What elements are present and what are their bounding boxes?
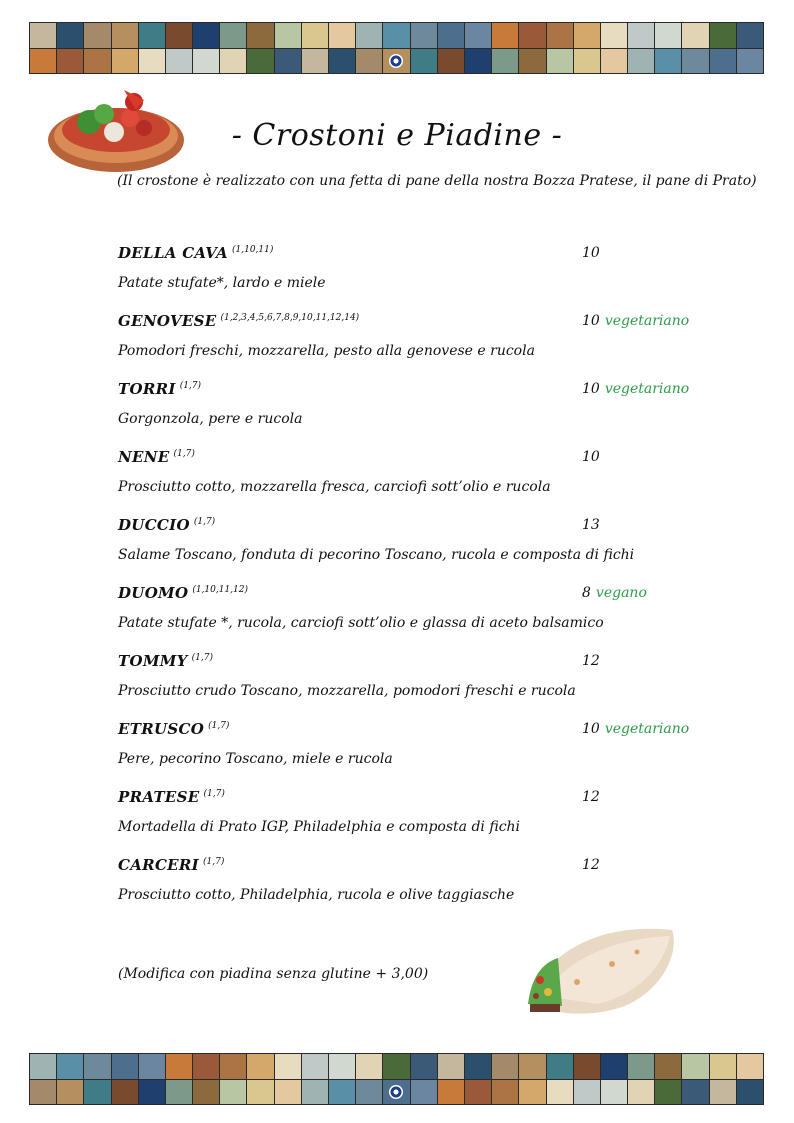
tile [682, 23, 708, 48]
allergen-codes: (1,10,11) [232, 245, 274, 255]
tile [519, 1054, 545, 1079]
page-subtitle: (Il crostone è realizzato con una fetta di pane della nostra Bozza Pratese, il pane di Prato) [117, 173, 757, 189]
tile [193, 23, 219, 48]
item-description: Patate stufate*, lardo e miele [118, 275, 326, 291]
tile [247, 49, 273, 74]
tile [30, 23, 56, 48]
item-description: Salame Toscano, fonduta di pecorino Toscano, rucola e composta di fichi [118, 547, 635, 563]
tile [655, 23, 681, 48]
item-price: 12 [582, 653, 600, 669]
allergen-codes: (1,7) [173, 449, 195, 459]
menu-item [118, 312, 718, 380]
tile [139, 23, 165, 48]
tile [356, 1054, 382, 1079]
tile [411, 1080, 437, 1105]
tile [247, 1054, 273, 1079]
allergen-codes: (1,7) [191, 653, 213, 663]
page-title: - Crostoni e Piadine - [231, 118, 563, 153]
tile [710, 1080, 736, 1105]
tile [465, 23, 491, 48]
tile [519, 49, 545, 74]
menu-item [118, 380, 718, 448]
tile [112, 49, 138, 74]
tile [547, 1080, 573, 1105]
tile [166, 1054, 192, 1079]
tile [737, 1080, 763, 1105]
tile [492, 49, 518, 74]
tile [682, 1080, 708, 1105]
menu-item [118, 584, 718, 652]
tile [166, 49, 192, 74]
tile [438, 1054, 464, 1079]
tile [601, 23, 627, 48]
item-price: 10 [582, 449, 600, 465]
item-description: Pere, pecorino Toscano, miele e rucola [118, 751, 393, 767]
diet-tag: vegetariano [604, 721, 690, 737]
tile [30, 49, 56, 74]
tile [30, 1080, 56, 1105]
tile [682, 49, 708, 74]
tile [57, 1080, 83, 1105]
tile [220, 23, 246, 48]
item-price: 12 [582, 857, 600, 873]
tile [519, 23, 545, 48]
piadina-image [522, 912, 684, 1020]
item-price: 13 [582, 517, 600, 533]
tile [275, 1080, 301, 1105]
tile [628, 49, 654, 74]
tile [302, 23, 328, 48]
majolica-tile [383, 1080, 409, 1105]
item-name: GENOVESE $^{(1,2,3,4,5,6,7,8,9,10,11,12,14)}$ [118, 312, 360, 330]
item-name: TORRI $^{(1,7)}$ [118, 380, 202, 398]
tile [220, 1080, 246, 1105]
tile [112, 1054, 138, 1079]
tile [547, 1054, 573, 1079]
tile [465, 1080, 491, 1105]
tile [547, 23, 573, 48]
tile [628, 1080, 654, 1105]
menu-list [118, 244, 718, 924]
item-name: TOMMY $^{(1,7)}$ [118, 652, 213, 670]
tile [57, 1054, 83, 1079]
item-description: Pomodori freschi, mozzarella, pesto alla genovese e rucola [118, 343, 535, 359]
tile [302, 1080, 328, 1105]
tile [574, 23, 600, 48]
item-price: 12 [582, 789, 600, 805]
item-name: CARCERI $^{(1,7)}$ [118, 856, 225, 874]
tile [57, 23, 83, 48]
tile [438, 49, 464, 74]
item-description: Prosciutto crudo Toscano, mozzarella, pomodori freschi e rucola [118, 683, 576, 699]
tile [84, 1080, 110, 1105]
menu-item [118, 448, 718, 516]
tile [139, 1080, 165, 1105]
item-price: 8 vegano [582, 585, 647, 601]
tile [275, 23, 301, 48]
tile [220, 49, 246, 74]
menu-item [118, 720, 718, 788]
tile [710, 23, 736, 48]
tile [84, 23, 110, 48]
tile [193, 1054, 219, 1079]
tile [84, 49, 110, 74]
tile [247, 23, 273, 48]
tile [112, 23, 138, 48]
tile [438, 1080, 464, 1105]
tile [655, 1054, 681, 1079]
tile [356, 49, 382, 74]
tile [411, 1054, 437, 1079]
item-price: 10 [582, 245, 600, 261]
tile [30, 1054, 56, 1079]
tile [710, 49, 736, 74]
tile [247, 1080, 273, 1105]
item-name: PRATESE $^{(1,7)}$ [118, 788, 225, 806]
tile [465, 49, 491, 74]
tile [737, 49, 763, 74]
item-description: Prosciutto cotto, Philadelphia, rucola e olive taggiasche [118, 887, 515, 903]
tile [682, 1054, 708, 1079]
item-name: NENE $^{(1,7)}$ [118, 448, 195, 466]
tile [411, 49, 437, 74]
tile [139, 1054, 165, 1079]
item-price: 10 vegetariano [582, 313, 690, 329]
menu-item [118, 788, 718, 856]
tile [356, 23, 382, 48]
allergen-codes: (1,7) [203, 789, 225, 799]
tile [193, 1080, 219, 1105]
tile [438, 23, 464, 48]
tile [166, 1080, 192, 1105]
tile [547, 49, 573, 74]
tile [84, 1054, 110, 1079]
allergen-codes: (1,2,3,4,5,6,7,8,9,10,11,12,14) [220, 313, 360, 323]
item-name: DELLA CAVA $^{(1,10,11)}$ [118, 244, 274, 262]
tile [628, 23, 654, 48]
tile [329, 49, 355, 74]
tile [492, 23, 518, 48]
item-description: Patate stufate *, rucola, carciofi sott’olio e glassa di aceto balsamico [118, 615, 604, 631]
item-name: DUOMO $^{(1,10,11,12)}$ [118, 584, 249, 602]
tile [655, 1080, 681, 1105]
tile [275, 49, 301, 74]
tile [601, 1080, 627, 1105]
tile [465, 1054, 491, 1079]
tile [492, 1080, 518, 1105]
diet-tag: vegetariano [604, 313, 690, 329]
tile [519, 1080, 545, 1105]
tile [737, 1054, 763, 1079]
menu-item [118, 244, 718, 312]
gluten-free-note: (Modifica con piadina senza glutine + 3,00) [118, 966, 429, 982]
tile [329, 23, 355, 48]
decorative-tile-border-top [29, 22, 764, 74]
item-name: DUCCIO $^{(1,7)}$ [118, 516, 216, 534]
decorative-tile-border-bottom [29, 1053, 764, 1105]
tile [329, 1054, 355, 1079]
tile [601, 49, 627, 74]
item-description: Mortadella di Prato IGP, Philadelphia e composta di fichi [118, 819, 521, 835]
tile [220, 1054, 246, 1079]
item-price: 10 vegetariano [582, 721, 690, 737]
item-price: 10 vegetariano [582, 381, 690, 397]
allergen-codes: (1,10,11,12) [192, 585, 249, 595]
majolica-tile [383, 49, 409, 74]
tile [655, 49, 681, 74]
allergen-codes: (1,7) [179, 381, 202, 391]
tile [628, 1054, 654, 1079]
tile [302, 1054, 328, 1079]
allergen-codes: (1,7) [208, 721, 230, 731]
tile [601, 1054, 627, 1079]
tile [356, 1080, 382, 1105]
tile [710, 1054, 736, 1079]
tile [193, 49, 219, 74]
diet-tag: vegano [595, 585, 647, 601]
menu-item [118, 652, 718, 720]
allergen-codes: (1,7) [203, 857, 225, 867]
item-description: Prosciutto cotto, mozzarella fresca, carciofi sott’olio e rucola [118, 479, 551, 495]
item-name: ETRUSCO $^{(1,7)}$ [118, 720, 230, 738]
allergen-codes: (1,7) [193, 517, 216, 527]
tile [574, 1080, 600, 1105]
tile [166, 23, 192, 48]
tile [492, 1054, 518, 1079]
tile [139, 49, 165, 74]
tile [574, 49, 600, 74]
tile [383, 23, 409, 48]
menu-item [118, 516, 718, 584]
tile [329, 1080, 355, 1105]
tile [737, 23, 763, 48]
tile [574, 1054, 600, 1079]
item-description: Gorgonzola, pere e rucola [118, 411, 303, 427]
diet-tag: vegetariano [604, 381, 690, 397]
tile [302, 49, 328, 74]
tile [275, 1054, 301, 1079]
tile [57, 49, 83, 74]
tile [112, 1080, 138, 1105]
tile [411, 23, 437, 48]
tile [383, 1054, 409, 1079]
